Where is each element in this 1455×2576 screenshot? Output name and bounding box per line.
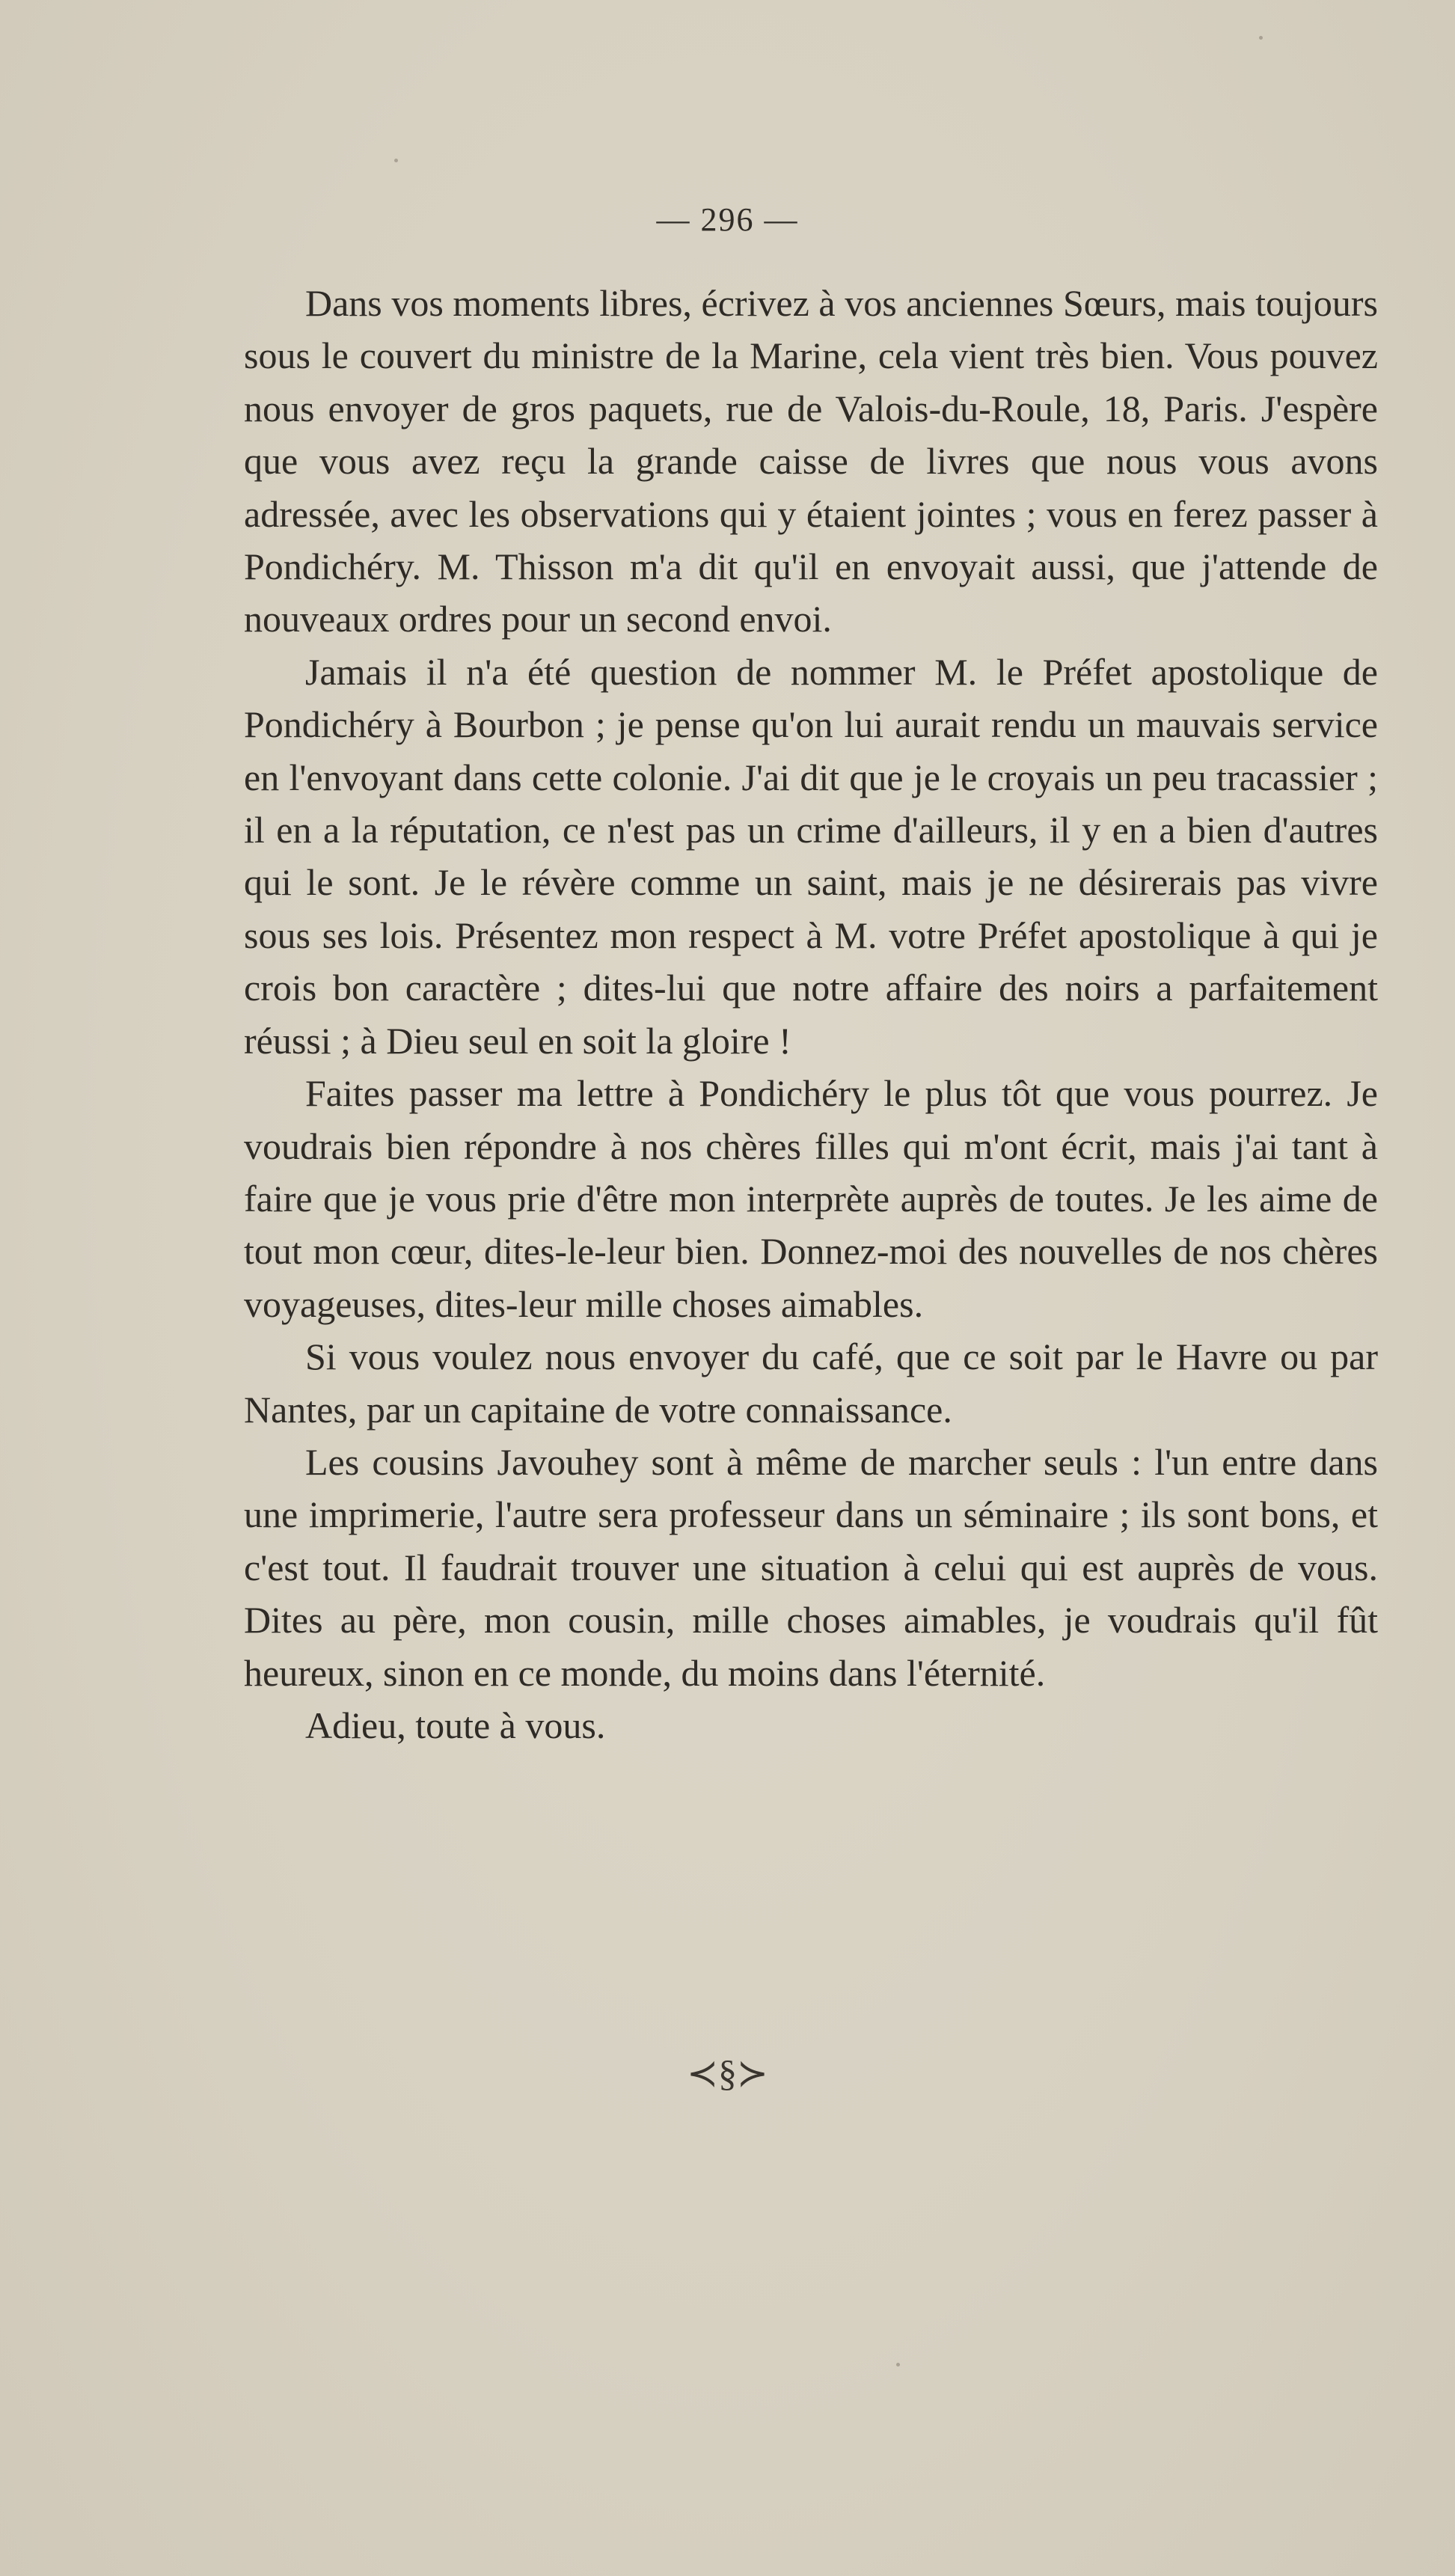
paper-speck xyxy=(394,159,398,162)
paragraph: Faites passer ma lettre à Pondichéry le plus tôt que vous pourrez. Je voudrais bien répondre à nos chères filles qui m'ont écrit, mais j'ai tant à faire que je vous prie d'être mon interprète auprès de toutes. Je les aime de tout mon cœur, dites-le-leur bien. Donnez-moi des nouvelles de nos chères voyageuses, dites-leur mille choses aimables. xyxy=(244,1072,1378,1325)
end-ornament-icon: ≺§≻ xyxy=(687,2052,768,2094)
paragraph: Jamais il n'a été question de nommer M. le Préfet apostolique de Pondichéry à Bourbon ; je pense qu'on lui aurait rendu un mauvais service en l'envoyant dans cette colonie. J'ai dit que je le croyais un peu tracassier ; il en a la réputation, ce n'est pas un crime d'ailleurs, il y en a bien d'autres qui le sont. Je le révère comme un saint, mais je ne désirerais pas vivre sous ses lois. Présentez mon respect à M. votre Préfet apostolique à qui je crois bon caractère ; dites-lui que notre affaire des noirs a parfaitement réussi ; à Dieu seul en soit la gloire ! xyxy=(244,650,1378,1062)
closing-line: Adieu, toute à vous. xyxy=(305,1704,606,1746)
page-number: — 296 — xyxy=(656,201,799,238)
paper-speck xyxy=(1259,36,1263,40)
paper-speck xyxy=(896,2363,900,2367)
letter-text xyxy=(244,277,1378,1752)
paragraph: Les cousins Javouhey sont à même de marcher seuls : l'un entre dans une imprimerie, l'autre sera professeur dans un séminaire ; ils sont bons, et c'est tout. Il faudrait trouver une situation à celui qui est auprès de vous. Dites au père, mon cousin, mille choses aimables, je voudrais qu'il fût heureux, sinon en ce monde, du moins dans l'éternité. xyxy=(244,1440,1378,1694)
paragraph: Si vous voulez nous envoyer du café, que ce soit par le Havre ou par Nantes, par un capitaine de votre connaissance. xyxy=(244,1336,1378,1431)
paragraph: Dans vos moments libres, écrivez à vos anciennes Sœurs, mais toujours sous le couvert du ministre de la Marine, cela vient très bien. Vous pouvez nous envoyer de gros paquets, rue de Valois-du-Roule, 18, Paris. J'espère que vous avez reçu la grande caisse de livres que nous vous avons adressée, avec les observations qui y étaient jointes ; vous en ferez passer à Pondichéry. M. Thisson m'a dit qu'il en envoyait aussi, que j'attende de nouveaux ordres pour un second envoi. xyxy=(244,282,1378,640)
